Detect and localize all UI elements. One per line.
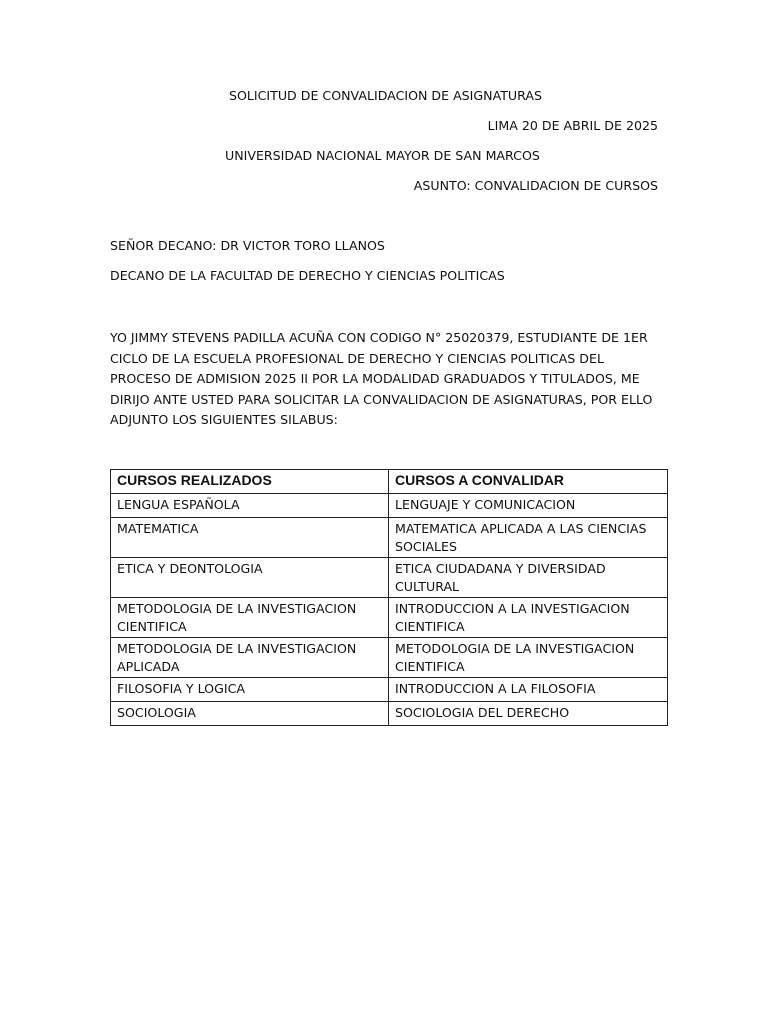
addressee-role: DECANO DE LA FACULTAD DE DERECHO Y CIENCIAS POLITICAS (110, 268, 505, 283)
body-paragraph: YO JIMMY STEVENS PADILLA ACUÑA CON CODIGO N° 25020379, ESTUDIANTE DE 1ER CICLO DE LA ESCUELA PROFESIONAL DE DERECHO Y CIENCIAS POLITICAS DEL PROCESO DE ADMISION 2025 II POR LA MODALIDAD GRADUADOS Y TITULADOS, ME DIRIJO ANTE USTED PARA SOLICITAR LA CONVALIDACION DE ASIGNATURAS, POR ELLO ADJUNTO LOS SIGUIENTES SILABUS: (110, 330, 653, 427)
course-taken-cell: LENGUA ESPAÑOLA (111, 494, 389, 518)
table-row (111, 702, 668, 726)
courses-table (110, 469, 668, 726)
course-taken-cell: METODOLOGIA DE LA INVESTIGACION CIENTIFICA (111, 598, 389, 638)
course-taken-cell: FILOSOFIA Y LOGICA (111, 678, 389, 702)
subject-line: ASUNTO: CONVALIDACION DE CURSOS (413, 178, 658, 193)
table-row (111, 494, 668, 518)
course-to-validate-cell: ETICA CIUDADANA Y DIVERSIDAD CULTURAL (389, 558, 668, 598)
header-cursos-a-convalidar: CURSOS A CONVALIDAR (389, 470, 668, 494)
header-cursos-realizados: CURSOS REALIZADOS (111, 470, 389, 494)
date-line: LIMA 20 DE ABRIL DE 2025 (487, 118, 658, 133)
table-row (111, 518, 668, 558)
course-to-validate-cell: LENGUAJE Y COMUNICACION (389, 494, 668, 518)
course-to-validate-cell: INTRODUCCION A LA INVESTIGACION CIENTIFICA (389, 598, 668, 638)
course-to-validate-cell: MATEMATICA APLICADA A LAS CIENCIAS SOCIALES (389, 518, 668, 558)
table-row (111, 678, 668, 702)
course-to-validate-cell: SOCIOLOGIA DEL DERECHO (389, 702, 668, 726)
course-taken-cell: SOCIOLOGIA (111, 702, 389, 726)
course-to-validate-cell: INTRODUCCION A LA FILOSOFIA (389, 678, 668, 702)
course-taken-cell: ETICA Y DEONTOLOGIA (111, 558, 389, 598)
course-taken-cell: METODOLOGIA DE LA INVESTIGACION APLICADA (111, 638, 389, 678)
table-row (111, 558, 668, 598)
university-name: UNIVERSIDAD NACIONAL MAYOR DE SAN MARCOS (225, 148, 540, 163)
table-row (111, 638, 668, 678)
table-header-row (111, 470, 668, 494)
addressee-line: SEÑOR DECANO: DR VICTOR TORO LLANOS (110, 238, 385, 253)
course-to-validate-cell: METODOLOGIA DE LA INVESTIGACION CIENTIFICA (389, 638, 668, 678)
table-row (111, 598, 668, 638)
document-title: SOLICITUD DE CONVALIDACION DE ASIGNATURAS (229, 88, 542, 103)
course-taken-cell: MATEMATICA (111, 518, 389, 558)
